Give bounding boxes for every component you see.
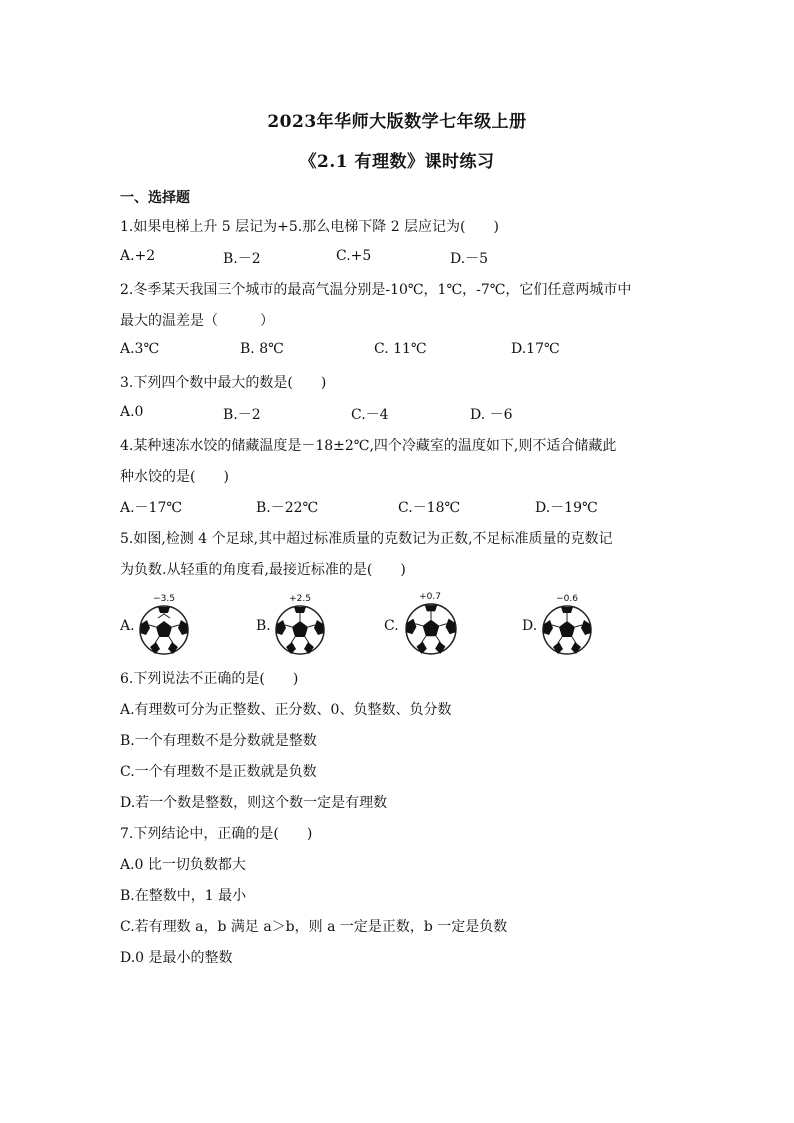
question-1-option-b: B.－2	[223, 251, 261, 267]
question-5-stem-line-2: 为负数.从轻重的角度看,最接近标准的是( )	[120, 562, 406, 578]
question-6-stem: 6.下列说法不正确的是( )	[120, 671, 299, 687]
question-5-option-a-letter: A.	[120, 618, 135, 634]
question-4-option-a: A.－17℃	[120, 500, 183, 516]
ball-b-value: +2.5	[289, 594, 311, 604]
question-3-option-d: D. －6	[470, 407, 513, 423]
question-5-option-a-ball	[138, 594, 208, 666]
question-7-option-a: A.0 比一切负数都大	[120, 857, 246, 873]
question-3-option-c: C.－4	[351, 407, 389, 423]
question-2-stem-line-2: 最大的温差是（ ）	[120, 313, 274, 329]
question-2-option-c: C. 11℃	[374, 341, 427, 357]
question-5-option-b-letter: B.	[256, 618, 271, 634]
question-6-option-c: C.一个有理数不是正数就是负数	[120, 764, 317, 780]
question-5-option-c-ball	[404, 592, 474, 664]
question-1-option-a: A.+2	[120, 248, 156, 264]
question-7-option-c: C.若有理数 a，b 满足 a＞b，则 a 一定是正数，b 一定是负数	[120, 919, 508, 935]
question-2-option-d: D.17℃	[511, 341, 560, 357]
ball-d-value: −0.6	[556, 594, 578, 604]
question-2-option-b: B. 8℃	[240, 341, 284, 357]
document-title: 2023年华师大版数学七年级上册	[267, 112, 527, 132]
soccer-ball-icon	[404, 602, 458, 656]
question-7-option-b: B.在整数中，1 最小	[120, 888, 247, 904]
question-6-option-a: A.有理数可分为正整数、正分数、0、负整数、负分数	[120, 702, 452, 718]
question-4-option-d: D.－19℃	[535, 500, 598, 516]
question-1-option-c: C.+5	[336, 248, 372, 264]
soccer-ball-icon	[541, 604, 593, 656]
section-heading: 一、选择题	[120, 190, 190, 206]
question-5-option-b-ball	[274, 594, 344, 666]
question-6-option-d: D.若一个数是整数，则这个数一定是有理数	[120, 795, 388, 811]
question-7-option-d: D.0 是最小的整数	[120, 950, 233, 966]
question-4-stem-line-1: 4.某种速冻水饺的储藏温度是－18±2℃,四个冷藏室的温度如下,则不适合储藏此	[120, 438, 617, 454]
question-3-option-a: A.0	[120, 404, 144, 420]
question-5-option-d-letter: D.	[522, 618, 538, 634]
question-7-stem: 7.下列结论中，正确的是( )	[120, 826, 313, 842]
question-1-option-d: D.－5	[450, 251, 489, 267]
question-4-stem-line-2: 种水饺的是( )	[120, 469, 229, 485]
question-5-stem-line-1: 5.如图,检测 4 个足球,其中超过标准质量的克数记为正数,不足标准质量的克数记	[120, 531, 613, 547]
question-4-option-c: C.－18℃	[398, 500, 461, 516]
question-1-stem: 1.如果电梯上升 5 层记为+5.那么电梯下降 2 层应记为( )	[120, 219, 499, 235]
question-3-stem: 3.下列四个数中最大的数是( )	[120, 375, 327, 391]
soccer-ball-icon	[274, 604, 326, 656]
question-2-option-a: A.3℃	[120, 341, 160, 357]
ball-a-value: −3.5	[153, 594, 175, 604]
document-subtitle: 《2.1 有理数》课时练习	[299, 152, 495, 172]
question-5-option-c-letter: C.	[384, 618, 399, 634]
question-5-option-d-ball	[541, 594, 611, 666]
ball-c-value: +0.7	[419, 592, 441, 602]
question-4-option-b: B.－22℃	[256, 500, 319, 516]
soccer-ball-icon	[138, 604, 190, 656]
question-6-option-b: B.一个有理数不是分数就是整数	[120, 733, 317, 749]
question-3-option-b: B.－2	[223, 407, 261, 423]
question-2-stem-line-1: 2.冬季某天我国三个城市的最高气温分别是-10℃，1℃，-7℃，它们任意两城市中	[120, 282, 632, 298]
